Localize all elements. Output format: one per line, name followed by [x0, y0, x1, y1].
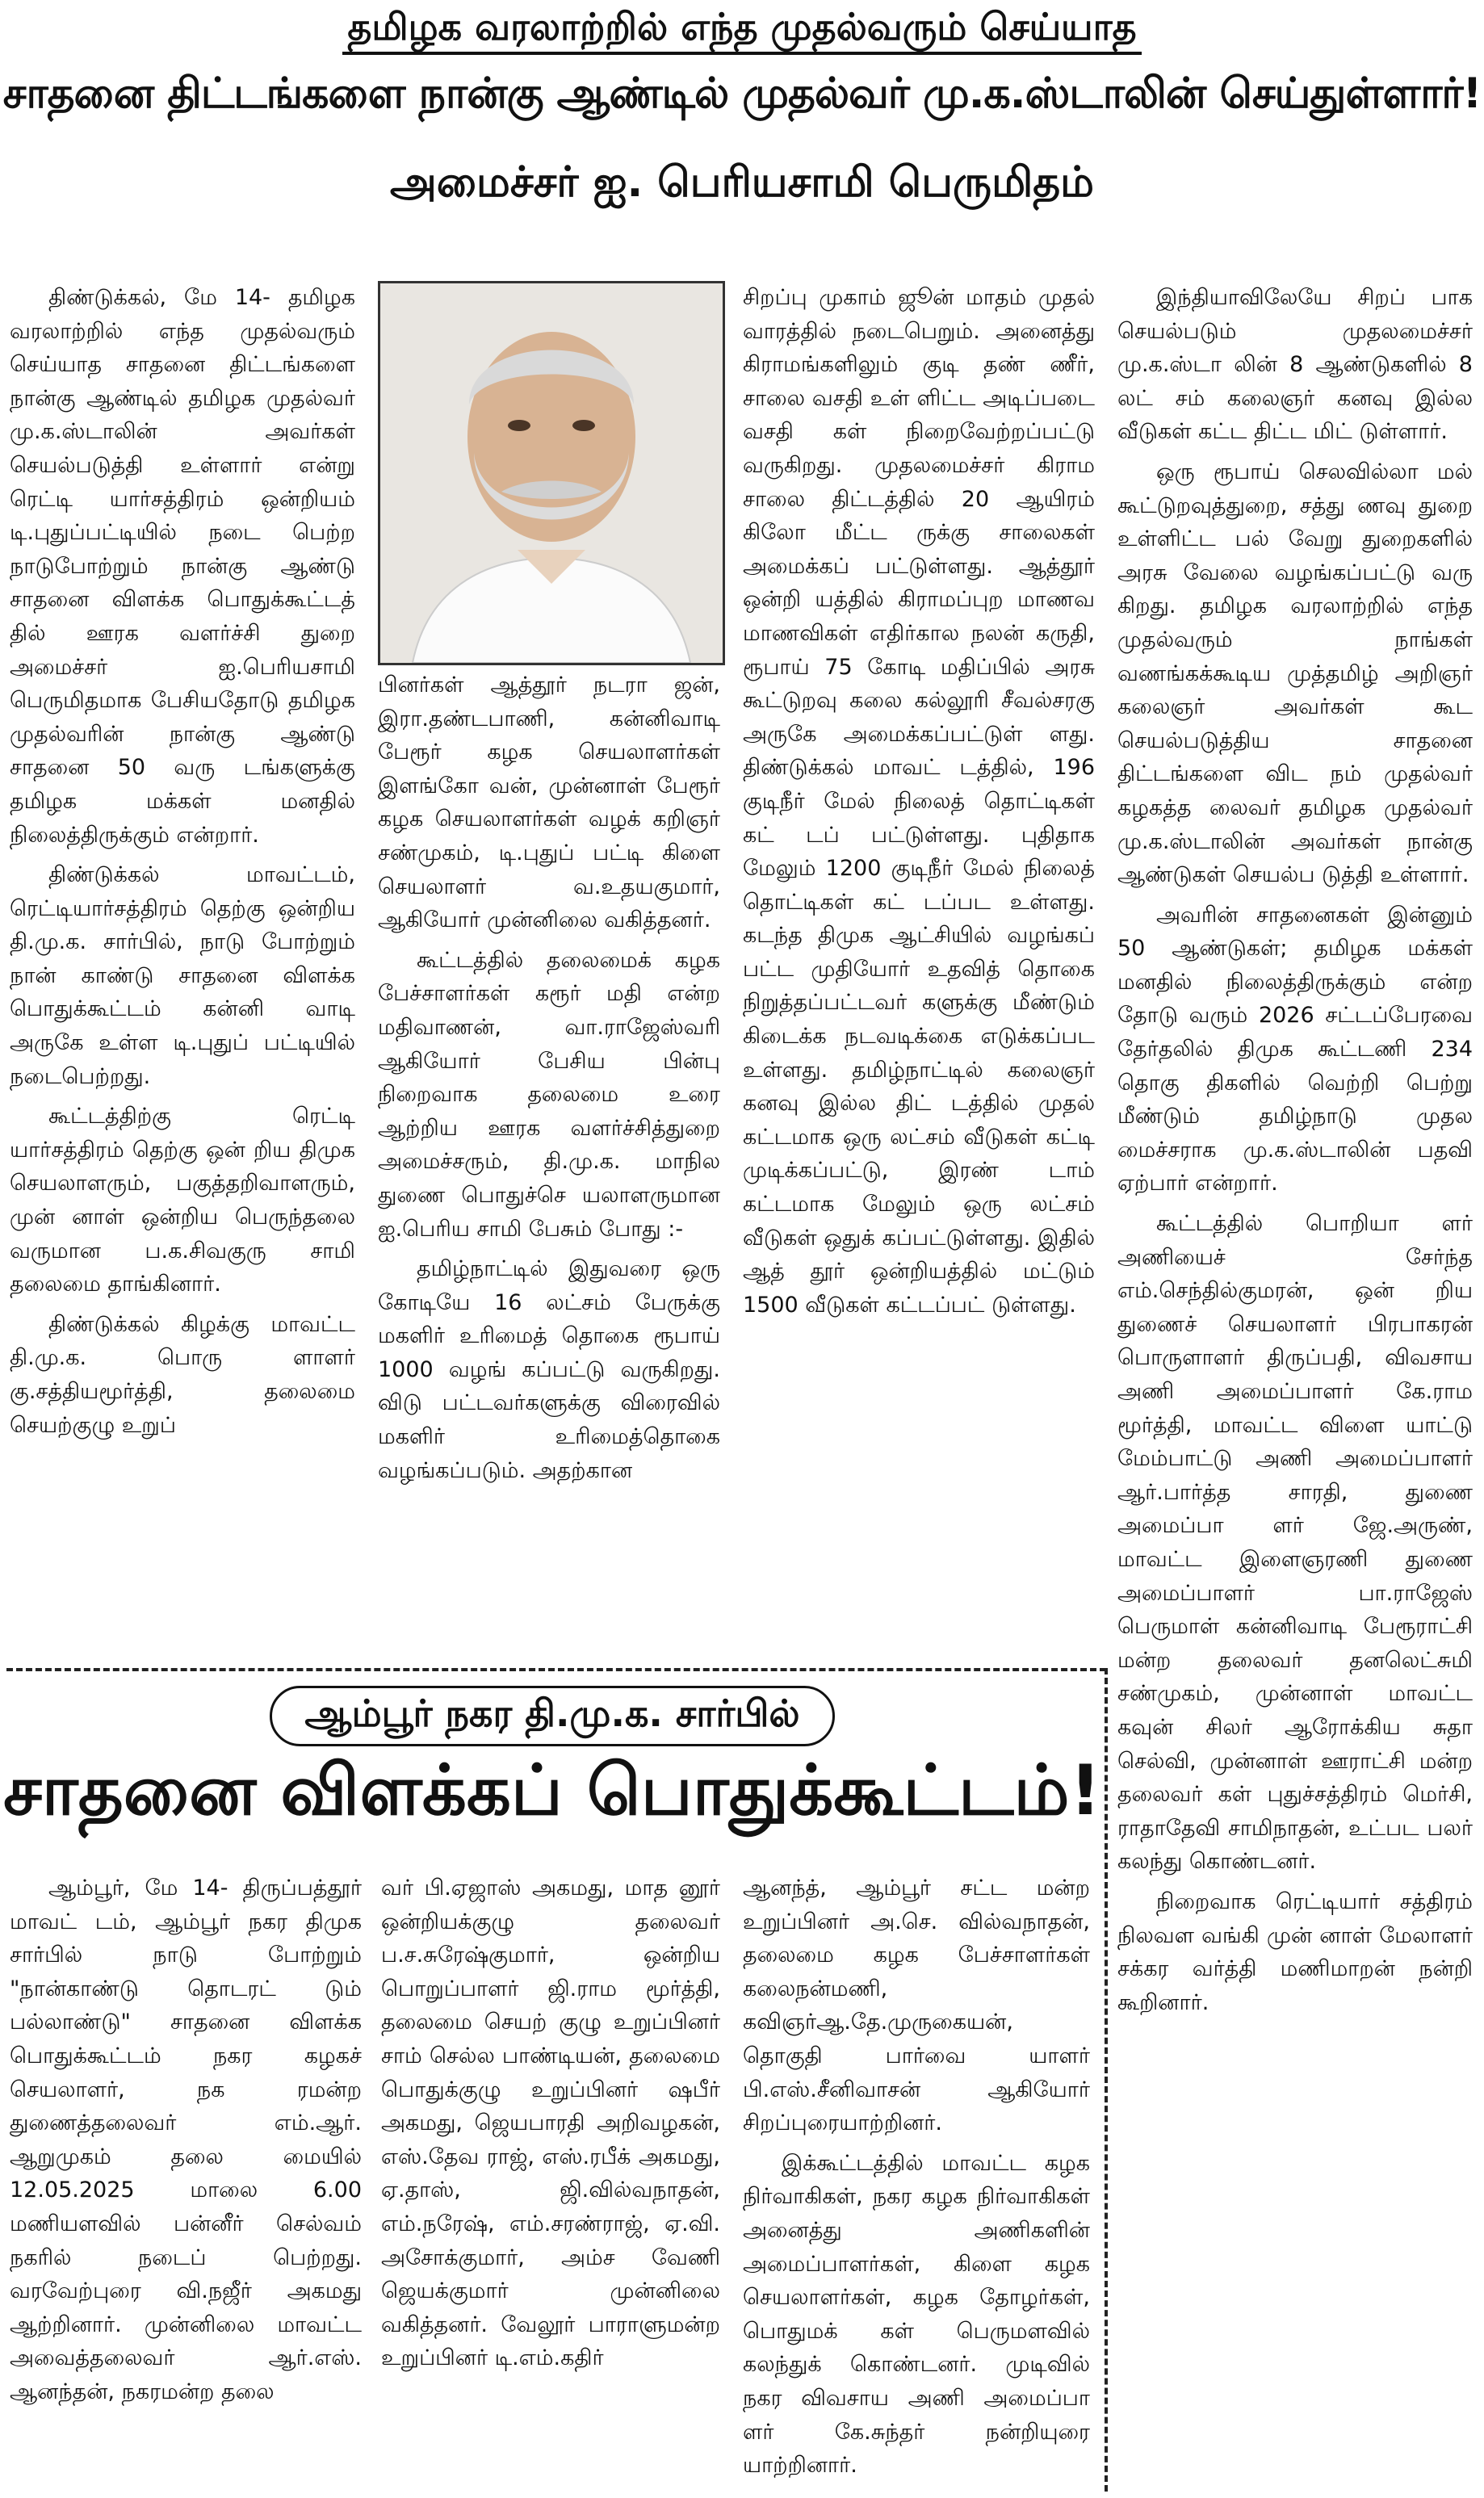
- paragraph: ஆனந்த், ஆம்பூர் சட்ட மன்ற உறுப்பினர் அ.செ. வில்வநாதன், தலைமை கழக பேச்சாளர்கள் கலைநன்மணி, கவிஞர்ஆ.தே.முருகையன், தொகுதி பார்வை யாளர் பி.எஸ்.சீனிவாசன் ஆகியோர் சிறப்புரையாற்றினர்.: [743, 1876, 1090, 2136]
- paragraph: சிறப்பு முகாம் ஜூன் மாதம் முதல் வாரத்தில் நடைபெறும். அனைத்து கிராமங்களிலும் குடி தண் ணீர், சாலை வசதி உள் ளிட்ட அடிப்படை வசதி கள் நிறைவேற்றப்பட்டு வருகிறது. முதலமைச்சர் கிராம சாலை திட்டத்தில் 20 ஆயிரம் கிலோ மீட்ட ருக்கு சாலைகள் அமைக்கப் பட்டுள்ளது. ஆத்தூர் ஒன்றி யத்தில் கிராமப்புற மாணவ மாணவிகள் எதிர்கால நலன் கருதி, ரூபாய் 75 கோடி மதிப்பில் அரசு கூட்டுறவு கலை கல்லூரி சீவல்சரகு அருகே அமைக்கப்பட்டுள் ளது. திண்டுக்கல் மாவட் டத்தில், 196 குடிநீர் மேல் நிலைத் தொட்டிகள் கட் டப் பட்டுள்ளது. புதிதாக மேலும் 1200 குடிநீர் மேல் நிலைத் தொட்டிகள் கட் டப்பட உள்ளது. கடந்த திமுக ஆட்சியில் வழங்கப் பட்ட முதியோர் உதவித் தொகை நிறுத்தப்பட்டவர் களுக்கு மீண்டும் கிடைக்க நடவடிக்கை எடுக்கப்பட உள்ளது. தமிழ்நாட்டில் கலைஞர் கனவு இல்ல திட் டத்தில் முதல் கட்டமாக ஒரு லட்சம் வீடுகள் கட்டி முடிக்கப்பட்டு, இரண் டாம் கட்டமாக மேலும் ஒரு லட்சம் வீடுகள் ஒதுக் கப்பட்டுள்ளது. இதில் ஆத் தூர் ஒன்றியத்தில் மட்டும் 1500 வீடுகள் கட்டப்பட் டுள்ளது.: [743, 285, 1095, 1318]
- paragraph: இக்கூட்டத்தில் மாவட்ட கழக நிர்வாகிகள், நகர கழக நிர்வாகிகள் அனைத்து அணிகளின் அமைப்பாளர்கள், கிளை கழக செயலாளர்கள், கழக தோழர்கள், பொதுமக் கள் பெருமளவில் கலந்துக் கொண்டனர். முடிவில் நகர விவசாய அணி அமைப்பா ளர் கே.சுந்தர் நன்றியுரை யாற்றினார்.: [743, 2150, 1090, 2479]
- story-divider: [6, 1668, 1106, 1671]
- story1-column-4: [1117, 281, 1473, 2480]
- paragraph: இந்தியாவிலேயே சிறப் பாக செயல்படும் முதலமைச்சர் மு.க.ஸ்டா லின் 8 ஆண்டுகளில் 8 லட் சம் கலைஞர் கனவு இல்ல வீடுகள் கட்ட திட்ட மிட் டுள்ளார்.: [1117, 285, 1473, 445]
- story2-kicker: [0, 1686, 1105, 1746]
- paragraph: ஒரு ரூபாய் செலவில்லா மல் கூட்டுறவுத்துறை, சத்து ணவு துறை உள்ளிட்ட பல் வேறு துறைகளில் அரசு வேலை வழங்கப்பட்டு வரு கிறது. தமிழக வரலாற்றில் எந்த முதல்வரும் நாங்கள் வணங்கக்கூடிய முத்தமிழ் அறிஞர் கலைஞர் அவர்கள் கூட செயல்படுத்திய சாதனை திட்டங்களை விட நம் முதல்வர் கழகத்த லைவர் தமிழக முதல்வர் மு.க.ஸ்டாலின் அவர்கள் நான்கு ஆண்டுகள் செயல்ப டுத்தி உள்ளார்.: [1117, 459, 1473, 888]
- paragraph: நிறைவாக ரெட்டியார் சத்திரம் நிலவள வங்கி முன் னாள் மேலாளர் சக்கர வர்த்தி மணிமாறன் நன்றி கூறினார்.: [1117, 1888, 1473, 2015]
- story1-column-3: [743, 281, 1095, 1653]
- story2-column-2: [381, 1871, 720, 2490]
- story1-subhead: அமைச்சர் ஐ. பெரியசாமி பெருமிதம்: [390, 158, 1094, 207]
- story1-column-1: [10, 281, 355, 1653]
- minister-photo: [378, 281, 725, 665]
- paragraph: திண்டுக்கல், மே 14- தமிழக வரலாற்றில் எந்த முதல்வரும் செய்யாத சாதனை திட்டங்களை நான்கு ஆண்டில் தமிழக முதல்வர் மு.க.ஸ்டாலின் அவர்கள் செயல்படுத்தி உள்ளார் என்று ரெட்டி யார்சத்திரம் ஒன்றியம் டி.புதுப்பட்டியில் நடை பெற்ற நாடுபோற்றும் நான்கு ஆண்டு சாதனை விளக்க பொதுக்கூட்டத் தில் ஊரக வளர்ச்சி துறை அமைச்சர் ஐ.பெரியசாமி பெருமிதமாக பேசியதோடு தமிழக முதல்வரின் நான்கு ஆண்டு சாதனை 50 வரு டங்களுக்கு தமிழக மக்கள் மனதில் நிலைத்திருக்கும் என்றார்.: [10, 285, 355, 848]
- story2-column-1: [10, 1871, 362, 2490]
- story1-kicker-text: தமிழக வரலாற்றில் எந்த முதல்வரும் செய்யாத: [342, 5, 1141, 55]
- paragraph: பினர்கள் ஆத்தூர் நடரா ஜன், இரா.தண்டபாணி, கன்னிவாடி பேரூர் கழக செயலாளர்கள் இளங்கோ வன், முன்னாள் பேரூர் கழக செயலாளர்கள் வழக் கறிஞர் சண்முகம், டி.புதுப் பட்டி கிளை செயலாளர் வ.உதயகுமார், ஆகியோர் முன்னிலை வகித்தனர்.: [378, 673, 720, 933]
- paragraph: திண்டுக்கல் கிழக்கு மாவட்ட தி.மு.க. பொரு ளாளர் கு.சத்தியமூர்த்தி, தலைமை செயற்குழு உறுப்: [10, 1311, 355, 1438]
- paragraph: திண்டுக்கல் மாவட்டம், ரெட்டியார்சத்திரம் தெற்கு ஒன்றிய தி.மு.க. சார்பில், நாடு போற்றும் நான் காண்டு சாதனை விளக்க பொதுக்கூட்டம் கன்னி வாடி அருகே உள்ள டி.புதுப் பட்டியில் நடைபெற்றது.: [10, 862, 355, 1089]
- story2-kicker-text: ஆம்பூர் நகர தி.மு.க. சார்பில்: [270, 1686, 834, 1746]
- story2-column-3: [743, 1871, 1090, 2490]
- story2-headline: சாதனை விளக்கப் பொதுக்கூட்டம்!: [3, 1750, 1101, 1831]
- paragraph: கூட்டத்திற்கு ரெட்டி யார்சத்திரம் தெற்கு ஒன் றிய திமுக செயலாளரும், பகுத்தறிவாளரும், முன் னாள் ஒன்றிய பெருந்தலை வருமான ப.க.சிவகுரு சாமி தலைமை தாங்கினார்.: [10, 1104, 355, 1297]
- story2-right-border: [1105, 1668, 1108, 2492]
- paragraph: தமிழ்நாட்டில் இதுவரை ஒரு கோடியே 16 லட்சம் பேருக்கு மகளிர் உரிமைத் தொகை ரூபாய் 1000 வழங் கப்பட்டு வருகிறது. விடு பட்டவர்களுக்கு விரைவில் மகளிர் உரிமைத்தொகை வழங்கப்படும். அதற்கான: [378, 1256, 720, 1483]
- paragraph: கூட்டத்தில் தலைமைக் கழக பேச்சாளர்கள் கரூர் மதி என்ற மதிவாணன், வா.ராஜேஸ்வரி ஆகியோர் பேசிய பின்பு நிறைவாக தலைமை உரை ஆற்றிய ஊரக வளர்ச்சித்துறை அமைச்சரும், தி.மு.க. மாநில துணை பொதுச்செ யலாளருமான ஐ.பெரிய சாமி பேசும் போது :-: [378, 947, 720, 1242]
- paragraph: அவரின் சாதனைகள் இன்னும் 50 ஆண்டுகள்; தமிழக மக்கள் மனதில் நிலைத்திருக்கும் என்ற தோடு வரும் 2026 சட்டப்பேரவை தேர்தலில் திமுக கூட்டணி 234 தொகு திகளில் வெற்றி பெற்று மீண்டும் தமிழ்நாடு முதல மைச்சராக மு.க.ஸ்டாலின் பதவி ஏற்பார் என்றார்.: [1117, 902, 1473, 1197]
- portrait-icon: [380, 283, 723, 663]
- paragraph: ஆம்பூர், மே 14- திருப்பத்தூர் மாவட் டம், ஆம்பூர் நகர திமுக சார்பில் நாடு போற்றும் "நான்காண்டு தொடரட் டும் பல்லாண்டு" சாதனை விளக்க பொதுக்கூட்டம் நகர கழகச் செயலாளர், நக ரமன்ற துணைத்தலைவர் எம்.ஆர். ஆறுமுகம் தலை மையில் 12.05.2025 மாலை 6.00 மணியளவில் பன்னீர் செல்வம் நகரில் நடைப் பெற்றது. வரவேற்புரை வி.நஜீர் அகமது ஆற்றினார். முன்னிலை மாவட்ட அவைத்தலைவர் ஆர்.எஸ். ஆனந்தன், நகரமன்ற தலை: [10, 1876, 362, 2404]
- story1-kicker: [0, 5, 1484, 54]
- paragraph: கூட்டத்தில் பொறியா ளர் அணியைச் சேர்ந்த எம்.செந்தில்குமரன், ஒன் றிய துணைச் செயலாளர் பிரபாகரன் பொருளாளர் திருப்பதி, விவசாய அணி அமைப்பாளர் கே.ராம மூர்த்தி, மாவட்ட விளை யாட்டு மேம்பாட்டு அணி அமைப்பாளர் ஆர்.பார்த்த சாரதி, துணை அமைப்பா ளர் ஜே.அருண், மாவட்ட இளைஞரணி துணை அமைப்பாளர் பா.ராஜேஸ் பெருமாள் கன்னிவாடி பேரூராட்சி மன்ற தலைவர் தனலெட்சுமி சண்முகம், முன்னாள் மாவட்ட கவுன் சிலர் ஆரோக்கிய சுதா செல்வி, முன்னாள் ஊராட்சி மன்ற தலைவர் கள் புதுச்சத்திரம் மெர்சி, ராதாதேவி சாமிநாதன், உட்பட பலர் கலந்து கொண்டனர்.: [1117, 1211, 1473, 1875]
- story1-column-2: [378, 669, 720, 1653]
- paragraph: வர் பி.ஏஜாஸ் அகமது, மாத னூர் ஒன்றியக்குழு தலைவர் ப.ச.சுரேஷ்குமார், ஒன்றிய பொறுப்பாளர் ஜி.ராம மூர்த்தி, தலைமை செயற் குழு உறுப்பினர் சாம் செல்ல பாண்டியன், தலைமை பொதுக்குழு உறுப்பினர் ஷபீர் அகமது, ஜெயபாரதி அறிவழகன், எஸ்.தேவ ராஜ், எஸ்.ரபீக் அகமது, ஏ.தாஸ், ஜி.வில்வநாதன், எம்.நரேஷ், எம்.சரண்ராஜ், ஏ.வி. அசோக்குமார், அம்ச வேணி ஜெயக்குமார் முன்னிலை வகித்தனர். வேலூர் பாராளுமன்ற உறுப்பினர் டி.எம்.கதிர்: [381, 1876, 720, 2371]
- story1-headline: சாதனை திட்டங்களை நான்கு ஆண்டில் முதல்வர் மு.க.ஸ்டாலின் செய்துள்ளார்!: [2, 69, 1482, 118]
